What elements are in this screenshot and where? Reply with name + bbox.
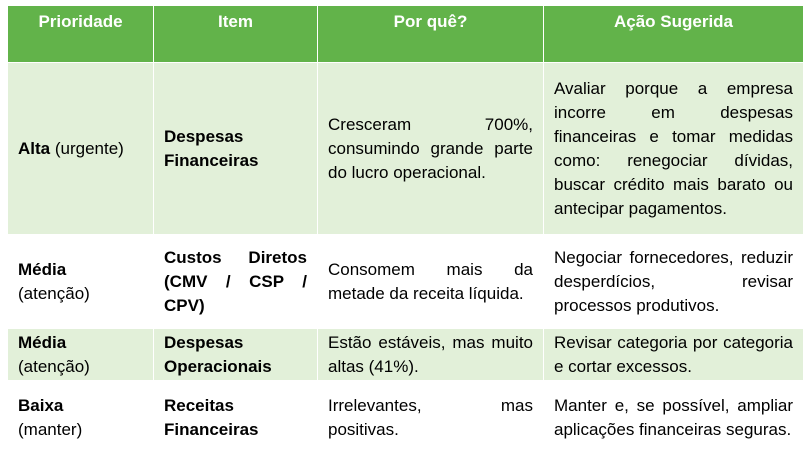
table-row <box>8 329 804 381</box>
priority-level: Alta <box>18 138 51 158</box>
header-item: Item <box>154 6 318 63</box>
header-por-que: Por quê? <box>318 6 544 63</box>
priority-level: Baixa <box>18 395 64 415</box>
table-row <box>8 63 804 235</box>
priority-cell <box>8 329 154 381</box>
priority-cell <box>8 381 154 455</box>
header-acao-sugerida: Ação Sugerida <box>544 6 804 63</box>
action-cell: Avaliar porque a empresa incorre em despesas financeiras e tomar medidas como: renegociar dívidas, buscar crédito mais barato ou antecipar pagamentos. <box>544 63 804 235</box>
priority-note: (manter) <box>18 419 83 439</box>
priority-level: Média <box>18 332 67 352</box>
item-cell: Receitas Financeiras <box>154 381 318 455</box>
priority-cell <box>8 235 154 329</box>
header-prioridade: Prioridade <box>8 6 154 63</box>
why-cell: Irrelevantes, mas positivas. <box>318 381 544 455</box>
priority-cell <box>8 63 154 235</box>
priority-level: Média <box>18 259 67 279</box>
table-header-row <box>8 6 804 63</box>
priority-table <box>7 5 804 455</box>
why-cell: Consomem mais da metade da receita líquida. <box>318 235 544 329</box>
item-cell: Despesas Financeiras <box>154 63 318 235</box>
action-cell: Revisar categoria por categoria e cortar excessos. <box>544 329 804 381</box>
action-cell: Negociar fornecedores, reduzir desperdícios, revisar processos produtivos. <box>544 235 804 329</box>
table-row <box>8 381 804 455</box>
why-cell: Cresceram 700%, consumindo grande parte do lucro operacional. <box>318 63 544 235</box>
why-cell: Estão estáveis, mas muito altas (41%). <box>318 329 544 381</box>
table-row <box>8 235 804 329</box>
priority-note: (atenção) <box>18 356 90 376</box>
priority-note: (urgente) <box>50 138 124 158</box>
item-cell: Despesas Operacionais <box>154 329 318 381</box>
priority-note: (atenção) <box>18 283 90 303</box>
item-cell: Custos Diretos (CMV / CSP / CPV) <box>154 235 318 329</box>
action-cell: Manter e, se possível, ampliar aplicações financeiras seguras. <box>544 381 804 455</box>
